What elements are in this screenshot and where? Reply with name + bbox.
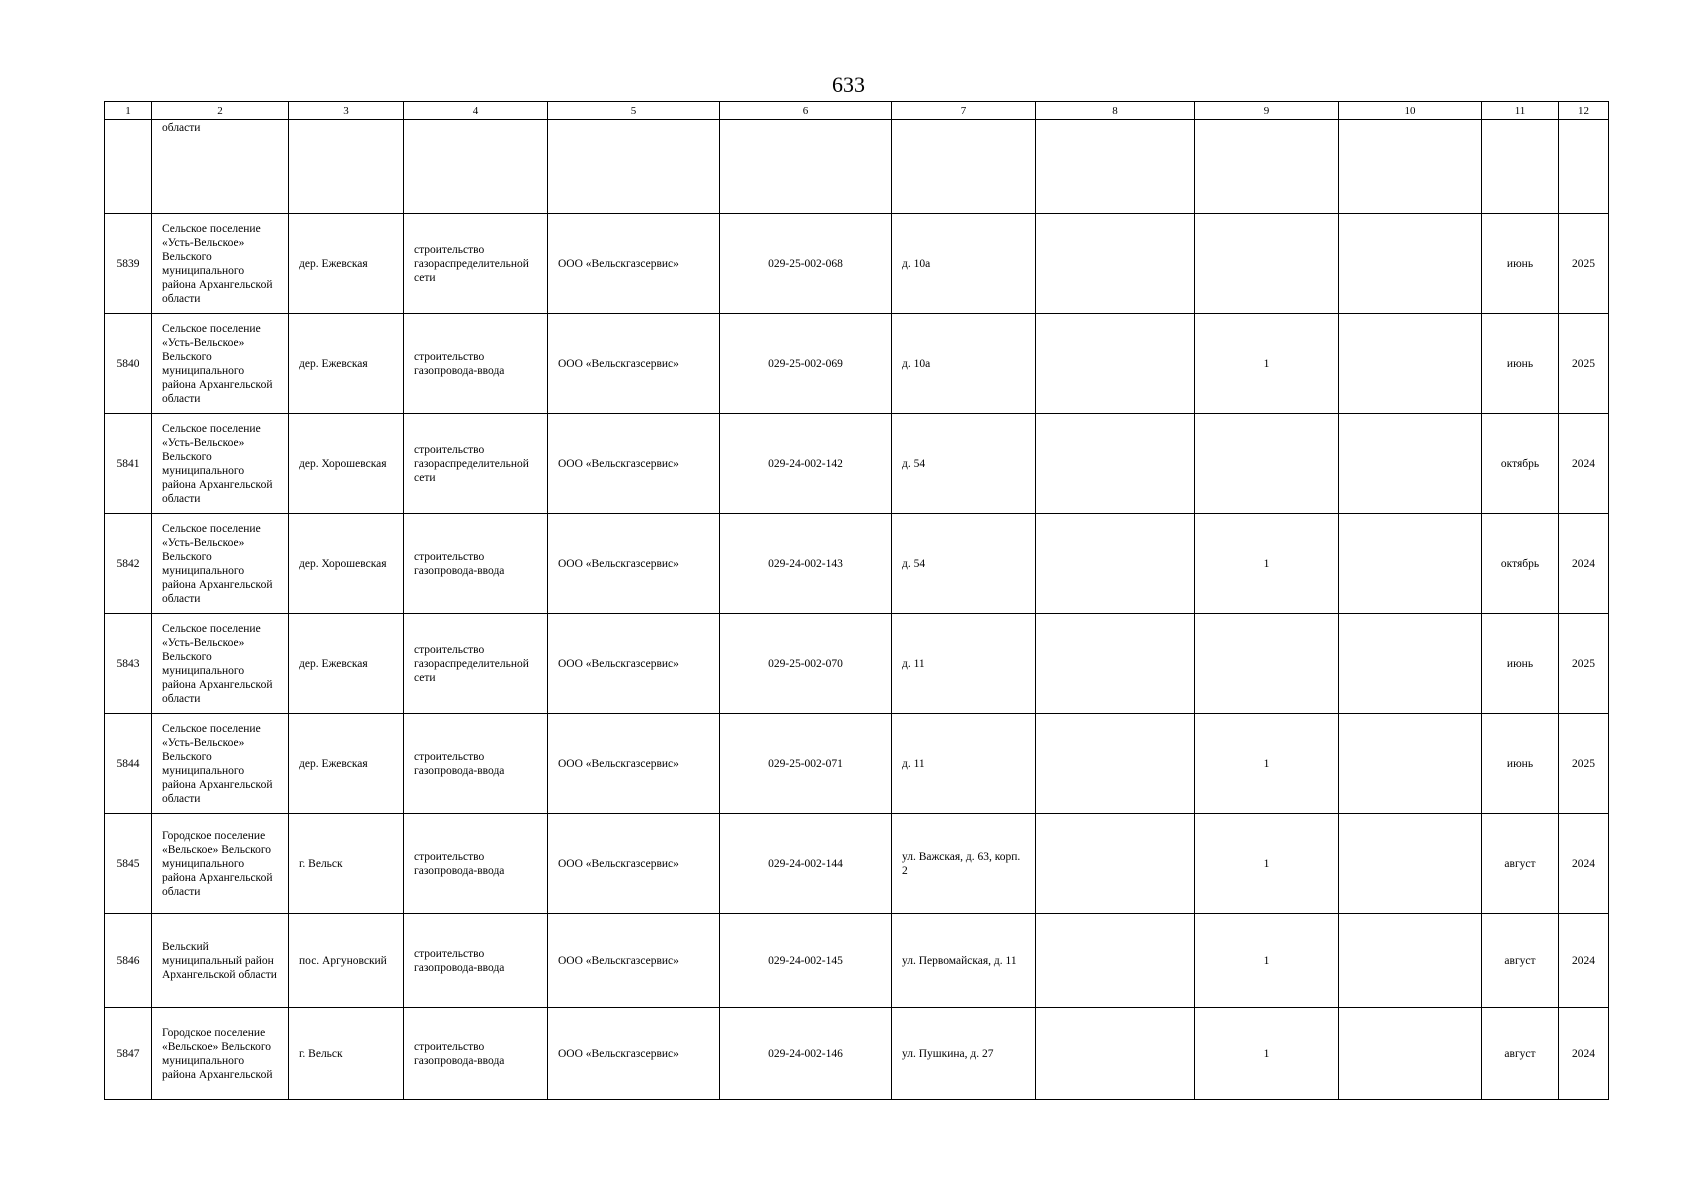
column-header: 11 [1482, 102, 1559, 120]
table-cell-c5: ООО «Вельскгазсервис» [548, 314, 720, 414]
table-cell-c11: август [1482, 914, 1559, 1008]
table-cell-c4: строительство газораспределительной сети [404, 414, 548, 514]
column-number-row [105, 102, 1609, 120]
table-cell-c6: 029-24-002-144 [720, 814, 892, 914]
table-cell-c11: август [1482, 814, 1559, 914]
table-row [105, 814, 1609, 914]
table-cell-c11: июнь [1482, 614, 1559, 714]
table-cell [105, 120, 152, 214]
table-cell-c6: 029-25-002-069 [720, 314, 892, 414]
table-cell-c7: ул. Пушкина, д. 27 [892, 1008, 1036, 1100]
table-cell-c2: Сельское поселение «Усть-Вельское» Вельского муниципального района Архангельской области [152, 414, 289, 514]
table-cell-c9 [1195, 614, 1339, 714]
table-cell-c10 [1339, 1008, 1482, 1100]
table-cell-c2: Вельский муниципальный район Архангельской области [152, 914, 289, 1008]
table-cell-c2: Сельское поселение «Усть-Вельское» Вельского муниципального района Архангельской области [152, 614, 289, 714]
table-cell-c8 [1036, 214, 1195, 314]
table-cell-c10 [1339, 814, 1482, 914]
table-row [105, 414, 1609, 514]
table-row [105, 214, 1609, 314]
table-cell-c2: Городское поселение «Вельское» Вельского муниципального района Архангельской [152, 1008, 289, 1100]
table-cell-c8 [1036, 714, 1195, 814]
table-cell-c7: д. 54 [892, 514, 1036, 614]
table-cell-c4: строительство газопровода-ввода [404, 514, 548, 614]
table-cell-c3: г. Вельск [289, 1008, 404, 1100]
table-cell-c6: 029-24-002-143 [720, 514, 892, 614]
table-cell [892, 120, 1036, 214]
column-header: 12 [1559, 102, 1609, 120]
table-cell-c8 [1036, 614, 1195, 714]
table-cell-c4: строительство газопровода-ввода [404, 714, 548, 814]
table-cell-c11: июнь [1482, 314, 1559, 414]
table-cell-c7: ул. Важская, д. 63, корп. 2 [892, 814, 1036, 914]
table-row [105, 614, 1609, 714]
table-cell-c11: август [1482, 1008, 1559, 1100]
table-cell-c7: д. 10а [892, 314, 1036, 414]
table-cell [1559, 120, 1609, 214]
table-row [105, 514, 1609, 614]
registry-table [104, 101, 1609, 1100]
table-cell-c6: 029-24-002-146 [720, 1008, 892, 1100]
table-cell-c4: строительство газопровода-ввода [404, 914, 548, 1008]
table-cell-c6: 029-24-002-145 [720, 914, 892, 1008]
table-cell-c2: Сельское поселение «Усть-Вельское» Вельского муниципального района Архангельской области [152, 714, 289, 814]
table-cell-c6: 029-25-002-068 [720, 214, 892, 314]
table-cell-c11: октябрь [1482, 514, 1559, 614]
table-cell-c12: 2024 [1559, 514, 1609, 614]
table-cell-c4: строительство газораспределительной сети [404, 614, 548, 714]
table-cell-c5: ООО «Вельскгазсервис» [548, 714, 720, 814]
table-cell-c9: 1 [1195, 814, 1339, 914]
column-header: 5 [548, 102, 720, 120]
continuation-row [105, 120, 1609, 214]
table-cell-c8 [1036, 914, 1195, 1008]
table-cell-c9: 1 [1195, 314, 1339, 414]
table-cell-c7: д. 11 [892, 714, 1036, 814]
table-cell-c12: 2024 [1559, 1008, 1609, 1100]
table-cell-c5: ООО «Вельскгазсервис» [548, 514, 720, 614]
table-cell-c9: 1 [1195, 914, 1339, 1008]
table-cell-c2: Сельское поселение «Усть-Вельское» Вельского муниципального района Архангельской области [152, 514, 289, 614]
table-cell-c8 [1036, 414, 1195, 514]
table-cell [720, 120, 892, 214]
table-row [105, 1008, 1609, 1100]
table-cell-c9: 1 [1195, 714, 1339, 814]
table-cell-c8 [1036, 514, 1195, 614]
table-cell-c6: 029-25-002-070 [720, 614, 892, 714]
table-cell-c7: д. 11 [892, 614, 1036, 714]
table-cell-c9 [1195, 414, 1339, 514]
table-cell-c3: дер. Хорошевская [289, 414, 404, 514]
table-cell-c1: 5841 [105, 414, 152, 514]
table-cell-c11: октябрь [1482, 414, 1559, 514]
table-cell-c9: 1 [1195, 514, 1339, 614]
table-cell [1482, 120, 1559, 214]
table-cell: области [152, 120, 289, 214]
table-cell-c3: дер. Ежевская [289, 314, 404, 414]
table-cell-c10 [1339, 214, 1482, 314]
table-cell-c2: Сельское поселение «Усть-Вельское» Вельского муниципального района Архангельской области [152, 214, 289, 314]
table-cell-c5: ООО «Вельскгазсервис» [548, 914, 720, 1008]
column-header: 8 [1036, 102, 1195, 120]
table-cell-c1: 5846 [105, 914, 152, 1008]
column-header: 6 [720, 102, 892, 120]
table-cell-c10 [1339, 714, 1482, 814]
column-header: 9 [1195, 102, 1339, 120]
table-cell [1036, 120, 1195, 214]
table-cell-c3: пос. Аргуновский [289, 914, 404, 1008]
table-row [105, 314, 1609, 414]
table-row [105, 714, 1609, 814]
table-cell-c5: ООО «Вельскгазсервис» [548, 214, 720, 314]
table-cell [1195, 120, 1339, 214]
table-cell-c4: строительство газопровода-ввода [404, 1008, 548, 1100]
table-cell-c10 [1339, 414, 1482, 514]
table-cell-c6: 029-24-002-142 [720, 414, 892, 514]
table-cell-c6: 029-25-002-071 [720, 714, 892, 814]
table-cell-c5: ООО «Вельскгазсервис» [548, 1008, 720, 1100]
table-cell-c5: ООО «Вельскгазсервис» [548, 614, 720, 714]
table-cell-c12: 2024 [1559, 814, 1609, 914]
column-header: 7 [892, 102, 1036, 120]
table-cell-c7: ул. Первомайская, д. 11 [892, 914, 1036, 1008]
table-cell-c2: Сельское поселение «Усть-Вельское» Вельского муниципального района Архангельской области [152, 314, 289, 414]
table-cell-c1: 5839 [105, 214, 152, 314]
table-cell [548, 120, 720, 214]
column-header: 2 [152, 102, 289, 120]
table-cell-c1: 5843 [105, 614, 152, 714]
table-cell-c4: строительство газораспределительной сети [404, 214, 548, 314]
table-row [105, 914, 1609, 1008]
table-cell-c11: июнь [1482, 214, 1559, 314]
table-cell-c1: 5845 [105, 814, 152, 914]
table-cell-c12: 2025 [1559, 214, 1609, 314]
table-cell-c12: 2024 [1559, 914, 1609, 1008]
table-cell-c12: 2024 [1559, 414, 1609, 514]
table-cell-c3: дер. Ежевская [289, 214, 404, 314]
column-header: 10 [1339, 102, 1482, 120]
table-cell-c4: строительство газопровода-ввода [404, 314, 548, 414]
table-cell-c5: ООО «Вельскгазсервис» [548, 814, 720, 914]
table-cell-c11: июнь [1482, 714, 1559, 814]
table-cell [1339, 120, 1482, 214]
table-cell-c3: дер. Ежевская [289, 614, 404, 714]
table-cell-c4: строительство газопровода-ввода [404, 814, 548, 914]
table-cell-c2: Городское поселение «Вельское» Вельского муниципального района Архангельской области [152, 814, 289, 914]
table-cell-c12: 2025 [1559, 714, 1609, 814]
table-cell-c7: д. 54 [892, 414, 1036, 514]
column-header: 4 [404, 102, 548, 120]
table-cell-c9: 1 [1195, 1008, 1339, 1100]
table-cell-c9 [1195, 214, 1339, 314]
table-cell-c10 [1339, 514, 1482, 614]
column-header: 3 [289, 102, 404, 120]
table-cell-c3: дер. Ежевская [289, 714, 404, 814]
table-cell-c8 [1036, 314, 1195, 414]
table-cell-c5: ООО «Вельскгазсервис» [548, 414, 720, 514]
table-cell-c12: 2025 [1559, 614, 1609, 714]
table-cell-c7: д. 10а [892, 214, 1036, 314]
table-cell-c3: г. Вельск [289, 814, 404, 914]
table-cell-c10 [1339, 914, 1482, 1008]
table-cell-c10 [1339, 314, 1482, 414]
column-header: 1 [105, 102, 152, 120]
table-cell-c1: 5842 [105, 514, 152, 614]
table-cell-c1: 5847 [105, 1008, 152, 1100]
table-cell-c12: 2025 [1559, 314, 1609, 414]
table-cell-c8 [1036, 814, 1195, 914]
page-number: 633 [832, 72, 865, 97]
table-cell-c8 [1036, 1008, 1195, 1100]
table-cell [289, 120, 404, 214]
table-cell-c1: 5844 [105, 714, 152, 814]
table-cell [404, 120, 548, 214]
table-cell-c1: 5840 [105, 314, 152, 414]
table-cell-c3: дер. Хорошевская [289, 514, 404, 614]
table-cell-c10 [1339, 614, 1482, 714]
